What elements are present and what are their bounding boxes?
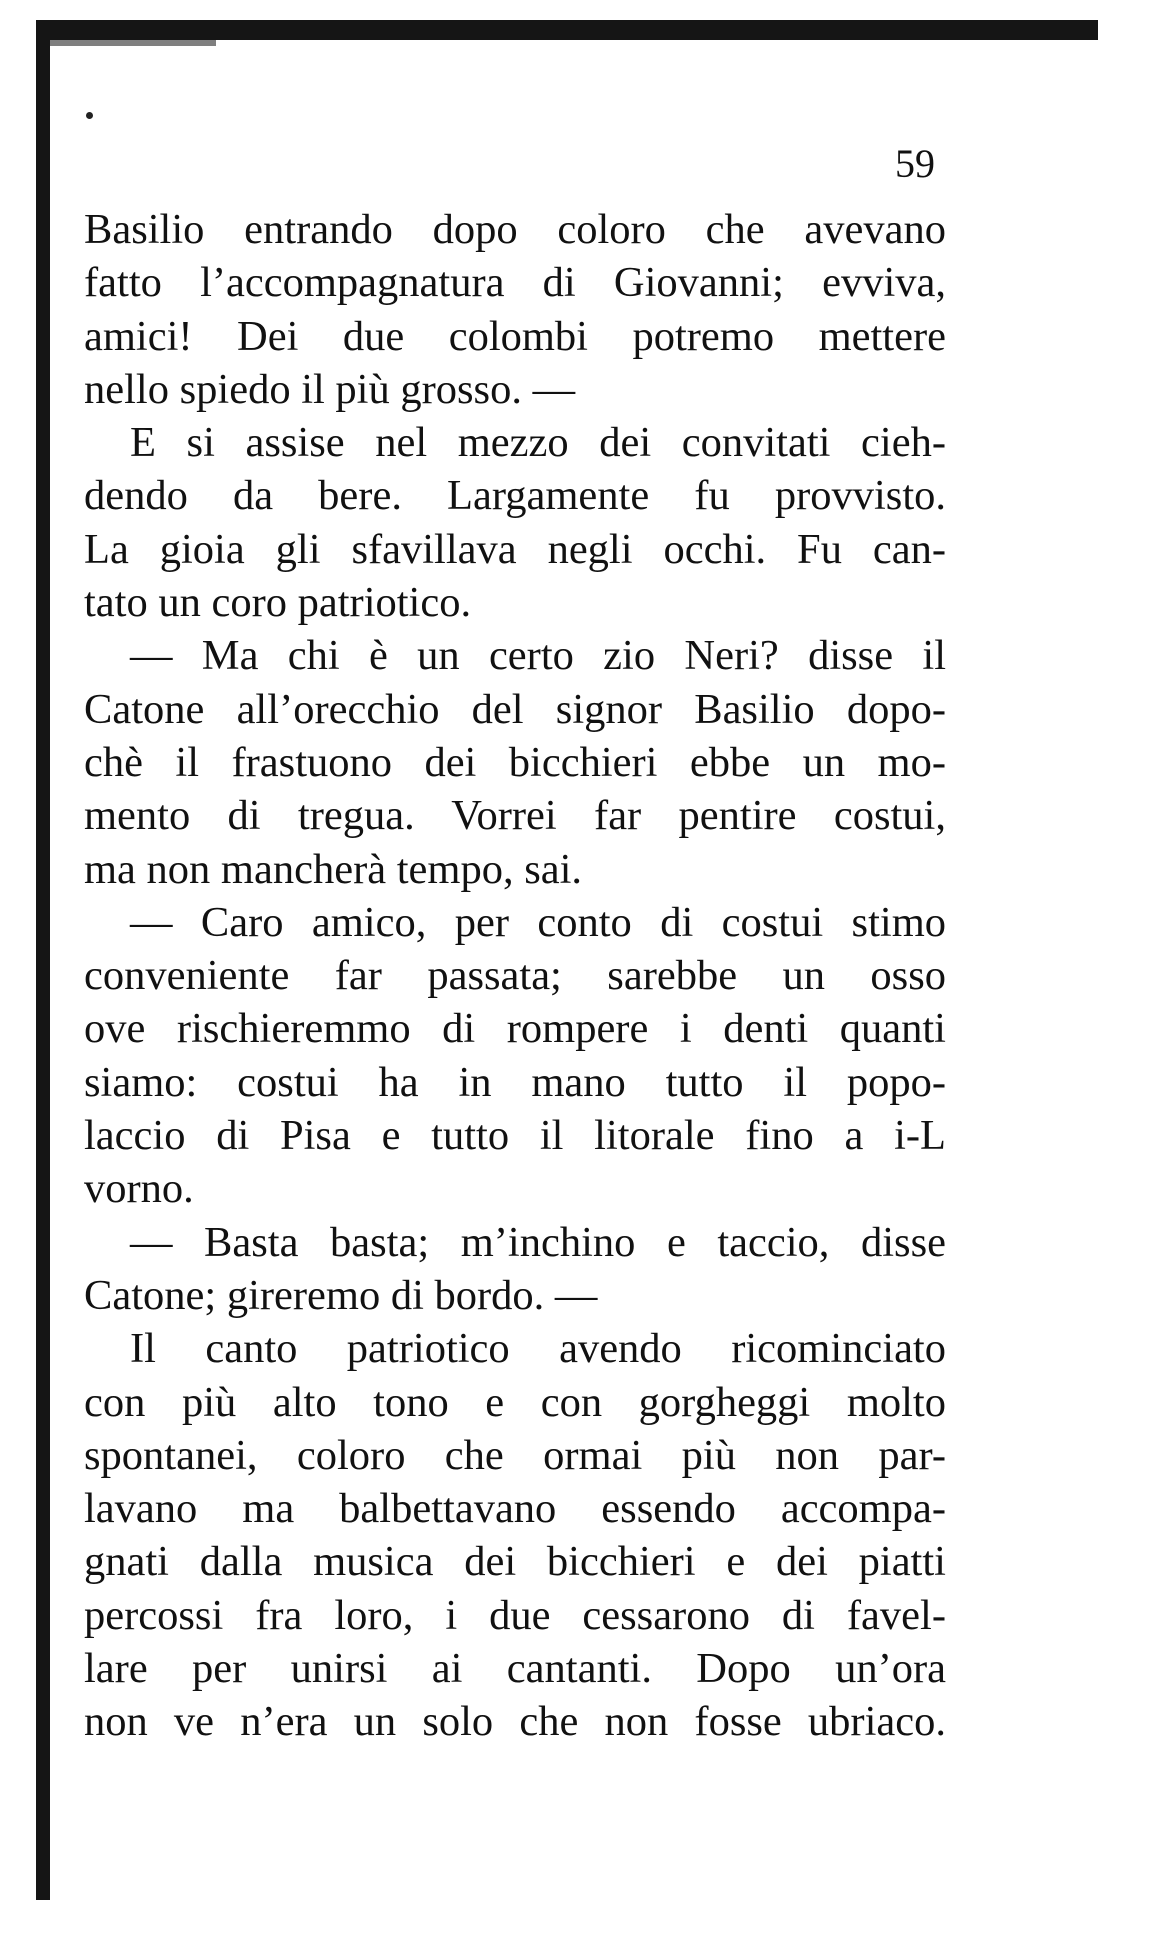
text-line: chè il frastuono dei bicchieri ebbe un mo- xyxy=(84,738,946,786)
text-line: nello spiedo il più grosso. — xyxy=(84,365,576,413)
text-line: non ve n’era un solo che non fosse ubriaco. xyxy=(84,1698,946,1746)
top-border-rule xyxy=(36,20,1098,40)
text-line: mento di tregua. Vorrei far pentire costui, xyxy=(84,792,946,840)
text-line: Basilio entrando dopo coloro che avevano xyxy=(84,206,946,253)
text-line: fatto l’accompagnatura di Giovanni; evviva, xyxy=(84,259,946,307)
text-line: — Basta basta; m’inchino e taccio, disse xyxy=(130,1218,946,1266)
text-line: Catone all’orecchio del signor Basilio dopo- xyxy=(84,685,946,733)
text-line: lare per unirsi ai cantanti. Dopo un’ora xyxy=(84,1645,946,1693)
text-line: conveniente far passata; sarebbe un osso xyxy=(84,952,946,1000)
body-text xyxy=(84,203,946,1749)
text-line: dendo da bere. Largamente fu provvisto. xyxy=(84,472,946,520)
text-line: amici! Dei due colombi potremo mettere xyxy=(84,312,946,360)
text-line: lavano ma balbettavano essendo accompa- xyxy=(84,1485,946,1533)
text-line: Il canto patriotico avendo ricominciato xyxy=(130,1325,946,1373)
text-line: — Ma chi è un certo zio Neri? disse il xyxy=(130,632,946,680)
text-line: ma non mancherà tempo, sai. xyxy=(84,845,583,893)
text-line: siamo: costui ha in mano tutto il popo- xyxy=(84,1058,946,1106)
text-line: vorno. xyxy=(84,1165,194,1213)
text-line: La gioia gli sfavillava negli occhi. Fu can- xyxy=(84,525,946,573)
text-line: E si assise nel mezzo dei convitati cieh- xyxy=(130,419,946,467)
text-line: con più alto tono e con gorgheggi molto xyxy=(84,1378,946,1426)
text-line: tato un coro patriotico. xyxy=(84,579,472,627)
left-border-rule xyxy=(36,20,50,1900)
page-number: 59 xyxy=(895,141,935,186)
text-line: — Caro amico, per conto di costui stimo xyxy=(130,898,946,946)
text-line: laccio di Pisa e tutto il litorale fino a i-L xyxy=(84,1112,946,1160)
text-line: percossi fra loro, i due cessarono di favel- xyxy=(84,1591,946,1639)
ink-speck xyxy=(86,112,93,119)
text-line: gnati dalla musica dei bicchieri e dei piatti xyxy=(84,1538,946,1586)
text-line: spontanei, coloro che ormai più non par- xyxy=(84,1431,946,1479)
top-border-scuff xyxy=(36,40,216,46)
text-line: Catone; gireremo di bordo. — xyxy=(84,1271,598,1319)
text-line: ove rischieremmo di rompere i denti quanti xyxy=(84,1005,946,1053)
